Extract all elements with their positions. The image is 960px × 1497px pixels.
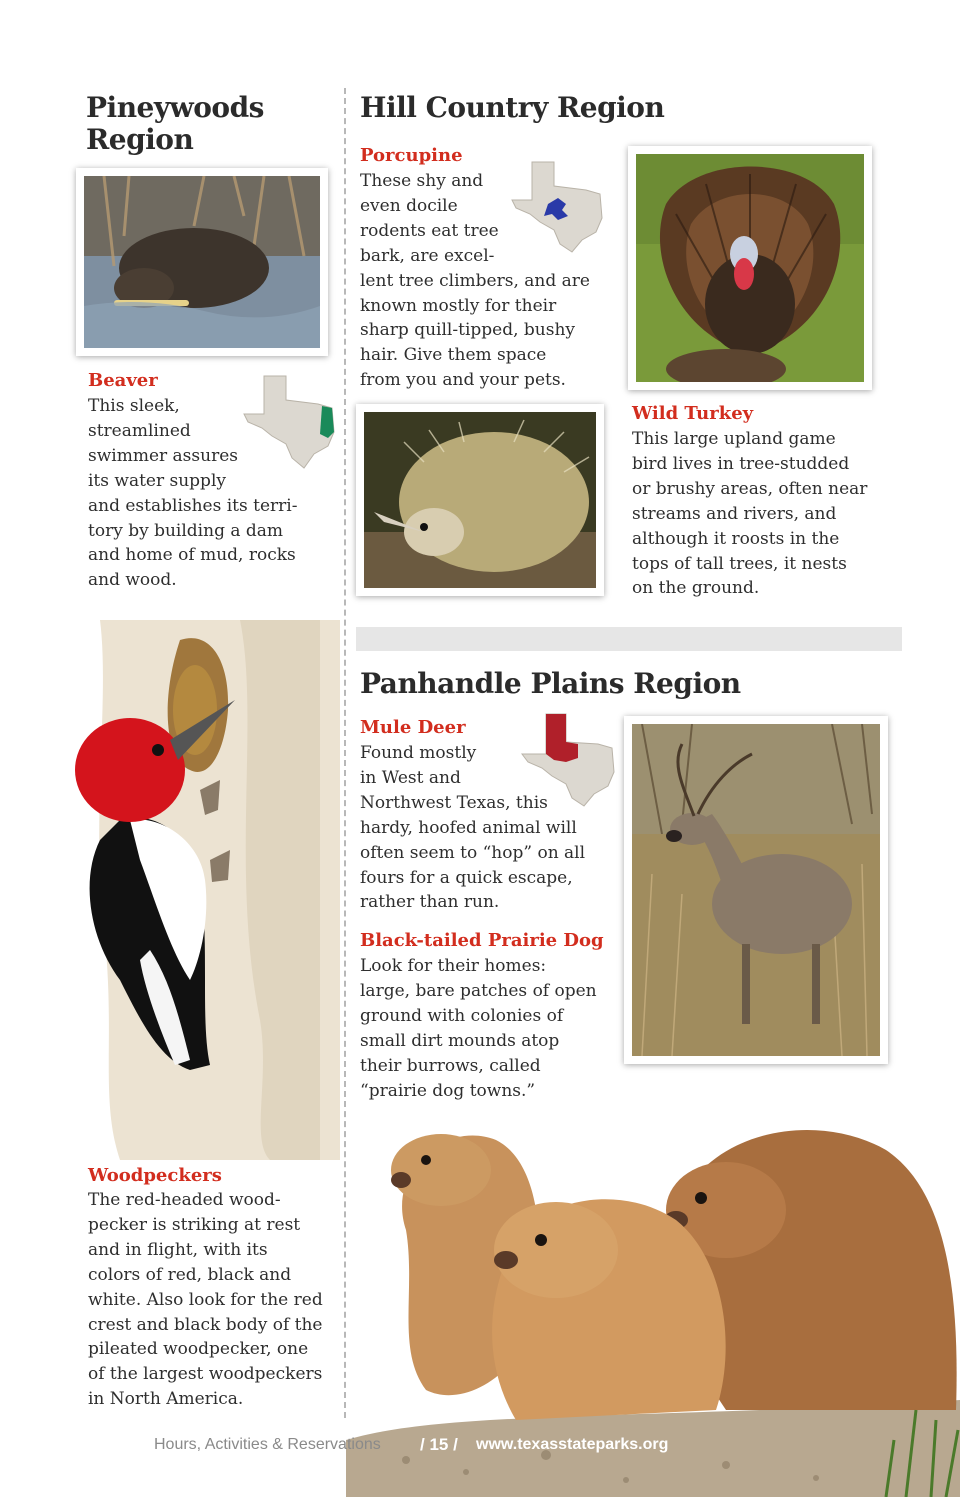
beaver-line: its water supply [88, 470, 226, 491]
prairie-dog-line: Look for their homes: [360, 956, 547, 976]
prairie-dog-line: “prairie dog towns.” [360, 1080, 536, 1101]
beaver-line: swimmer assures [88, 445, 238, 466]
porcupine-line: These shy and [360, 171, 484, 191]
footer-page-number: / 15 / [420, 1435, 458, 1454]
porcupine-line: from you and your pets. [360, 370, 566, 391]
pineywoods-title-line2: Region [86, 123, 194, 156]
woodpecker-illustration [60, 620, 340, 1160]
mule-deer-line: often seem to “hop” on all [360, 842, 586, 863]
footer-label: Hours, Activities & Reservations [154, 1436, 381, 1453]
pineywoods-title-line1: Pineywoods [86, 91, 264, 124]
beaver-line: streamlined [88, 420, 191, 441]
section-separator [356, 627, 902, 651]
beaver-line: and home of mud, rocks [88, 545, 296, 566]
porcupine-line: known mostly for their [360, 295, 557, 316]
porcupine-name: Porcupine [360, 145, 463, 166]
woodpeckers-line: pileated woodpecker, one [88, 1339, 309, 1360]
wild-turkey-line: tops of tall trees, it nests [632, 553, 847, 574]
wild-turkey-line: or brushy areas, often near [632, 478, 868, 499]
mule-deer-photo [624, 716, 888, 1064]
mule-deer-line: in West and [360, 767, 461, 788]
footer-url[interactable]: www.texasstateparks.org [476, 1436, 669, 1453]
woodpeckers-description [88, 1188, 340, 1412]
prairie-dog-line: large, bare patches of open [360, 980, 597, 1001]
porcupine-line: rodents eat tree [360, 220, 499, 241]
woodpeckers-line: of the largest woodpeckers [88, 1364, 323, 1385]
pineywoods-title [86, 92, 336, 156]
prairie-dog-description [360, 954, 620, 1103]
porcupine-line: even docile [360, 195, 458, 216]
wild-turkey-line: although it roosts in the [632, 528, 840, 549]
woodpeckers-line: and in flight, with its [88, 1239, 268, 1260]
wild-turkey-line: streams and rivers, and [632, 503, 837, 524]
hill-country-title: Hill Country Region [360, 91, 665, 124]
porcupine-line: hair. Give them space [360, 345, 547, 366]
prairie-dog-line: their burrows, called [360, 1055, 541, 1076]
wild-turkey-line: This large upland game [632, 429, 836, 449]
beaver-line: and establishes its terri- [88, 495, 298, 516]
wild-turkey-line: bird lives in tree-studded [632, 453, 850, 474]
beaver-line: tory by building a dam [88, 520, 284, 541]
wild-turkey-line: on the ground. [632, 578, 760, 599]
wild-turkey-name: Wild Turkey [632, 403, 754, 424]
prairie-dog-line: ground with colonies of [360, 1005, 564, 1026]
beaver-name: Beaver [88, 370, 158, 391]
texas-map-hill-country-icon [510, 160, 606, 254]
porcupine-line: bark, are excel- [360, 245, 495, 266]
beaver-photo [76, 168, 328, 356]
wild-turkey-photo [628, 146, 872, 390]
mule-deer-line: Northwest Texas, this [360, 792, 548, 813]
mule-deer-line: hardy, hoofed animal will [360, 817, 577, 838]
panhandle-title: Panhandle Plains Region [360, 667, 741, 700]
texas-map-panhandle-icon [520, 712, 616, 808]
prairie-dog-name: Black-tailed Prairie Dog [360, 930, 604, 951]
prairie-dog-line: small dirt mounds atop [360, 1030, 560, 1051]
beaver-line: This sleek, [88, 396, 180, 416]
woodpeckers-line: colors of red, black and [88, 1264, 292, 1285]
woodpeckers-line: pecker is striking at rest [88, 1214, 301, 1235]
wild-turkey-description [632, 427, 902, 601]
mule-deer-name: Mule Deer [360, 717, 466, 738]
woodpeckers-line: white. Also look for the red [88, 1289, 323, 1310]
woodpeckers-line: The red-headed wood- [88, 1190, 281, 1210]
woodpeckers-line: in North America. [88, 1389, 244, 1410]
mule-deer-line: Found mostly [360, 743, 477, 763]
texas-map-pineywoods-icon [242, 374, 340, 470]
porcupine-line: sharp quill-tipped, bushy [360, 320, 575, 341]
porcupine-photo [356, 404, 604, 596]
porcupine-line: lent tree climbers, and are [360, 270, 590, 291]
beaver-line: and wood. [88, 570, 177, 591]
woodpeckers-name: Woodpeckers [88, 1165, 222, 1186]
woodpeckers-line: crest and black body of the [88, 1314, 323, 1335]
mule-deer-line: rather than run. [360, 892, 500, 913]
mule-deer-line: fours for a quick escape, [360, 867, 573, 888]
